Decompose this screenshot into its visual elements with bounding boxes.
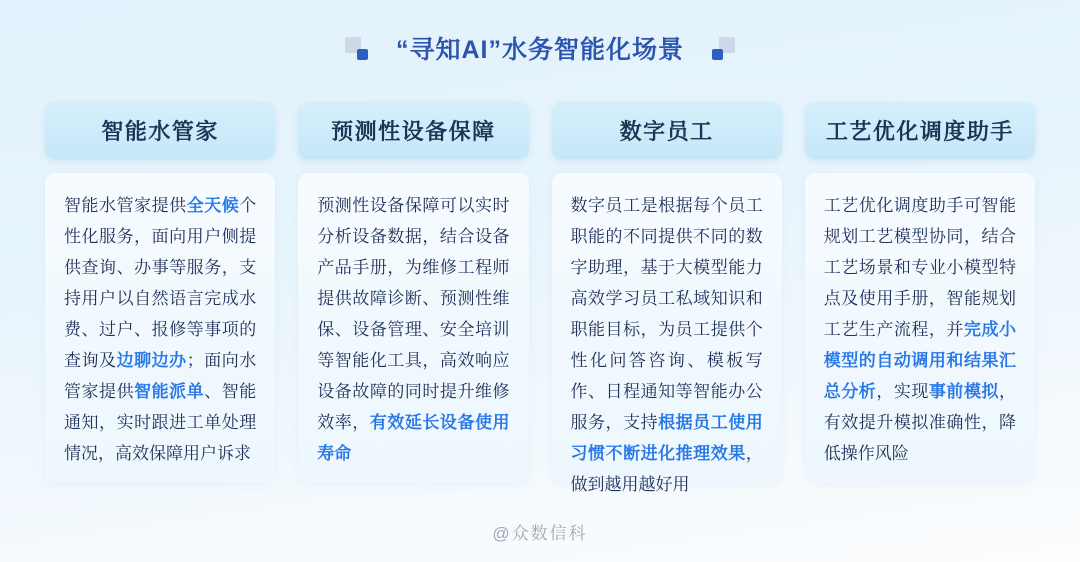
title-ornament-left-icon bbox=[345, 37, 368, 60]
scenario-card bbox=[552, 102, 782, 494]
highlight-text: 根据员工使用习惯不断进化推理效果 bbox=[570, 413, 763, 463]
body-text: 数字员工是根据每个员工职能的不同提供不同的数字助理，基于大模型能力高效学习员工私域知识和职能目标，为员工提供个性化问答咨询、模板写作、日程通知等智能办公服务，支持 bbox=[570, 196, 763, 432]
watermark: @众数信科 bbox=[492, 524, 588, 543]
card-title: 数字员工 bbox=[619, 119, 714, 144]
scenario-card bbox=[45, 102, 275, 483]
card-body bbox=[552, 173, 782, 494]
highlight-text: 有效延长设备使用寿命 bbox=[317, 413, 510, 463]
card-text bbox=[571, 190, 763, 500]
card-body bbox=[298, 173, 528, 483]
body-text: ，实现 bbox=[876, 382, 929, 401]
card-header bbox=[805, 102, 1035, 159]
cards-row bbox=[0, 102, 1080, 494]
page-title: “寻知AI”水务智能化场景 bbox=[395, 36, 684, 64]
body-text: ，做到越用越好用 bbox=[570, 444, 763, 494]
card-title: 智能水管家 bbox=[101, 119, 219, 144]
card-text bbox=[317, 190, 509, 469]
card-title: 工艺优化调度助手 bbox=[825, 119, 1014, 144]
card-header bbox=[298, 102, 528, 159]
title-row bbox=[0, 0, 1080, 66]
scenario-card bbox=[298, 102, 528, 483]
body-text: 工艺优化调度助手可智能规划工艺模型协同，结合工艺场景和专业小模型特点及使用手册，智能规划工艺生产流程，并 bbox=[823, 196, 1016, 339]
card-title: 预测性设备保障 bbox=[331, 119, 496, 144]
card-body bbox=[805, 173, 1035, 483]
ornament-dark-square bbox=[712, 49, 723, 60]
card-text bbox=[64, 190, 256, 469]
highlight-text: 事前模拟 bbox=[928, 382, 1000, 401]
title-ornament-right-icon bbox=[712, 37, 735, 60]
highlight-text: 边聊边办 bbox=[116, 351, 187, 370]
card-header bbox=[45, 102, 275, 159]
highlight-text: 智能派单 bbox=[134, 382, 205, 401]
scenario-card bbox=[805, 102, 1035, 483]
card-text bbox=[824, 190, 1016, 469]
body-text: ，有效提升模拟准确性，降低操作风险 bbox=[823, 382, 1017, 463]
highlight-text: 全天候 bbox=[186, 196, 240, 215]
body-text: 、智能通知，实时跟进工单处理情况，高效保障用户诉求 bbox=[64, 382, 257, 463]
highlight-text: 完成小模型的自动调用和结果汇总分析 bbox=[823, 320, 1017, 401]
body-text: ；面向水管家提供 bbox=[64, 351, 257, 401]
card-header bbox=[552, 102, 782, 159]
body-text: 智能水管家提供 bbox=[64, 196, 187, 215]
ornament-dark-square bbox=[357, 49, 368, 60]
card-body bbox=[45, 173, 275, 483]
body-text: 预测性设备保障可以实时分析设备数据，结合设备产品手册，为维修工程师提供故障诊断、预测性维保、设备管理、安全培训等智能化工具，高效响应设备故障的同时提升维修效率， bbox=[317, 196, 510, 432]
body-text: 个性化服务，面向用户侧提供查询、办事等服务，支持用户以自然语言完成水费、过户、报修等事项的查询及 bbox=[64, 196, 257, 370]
